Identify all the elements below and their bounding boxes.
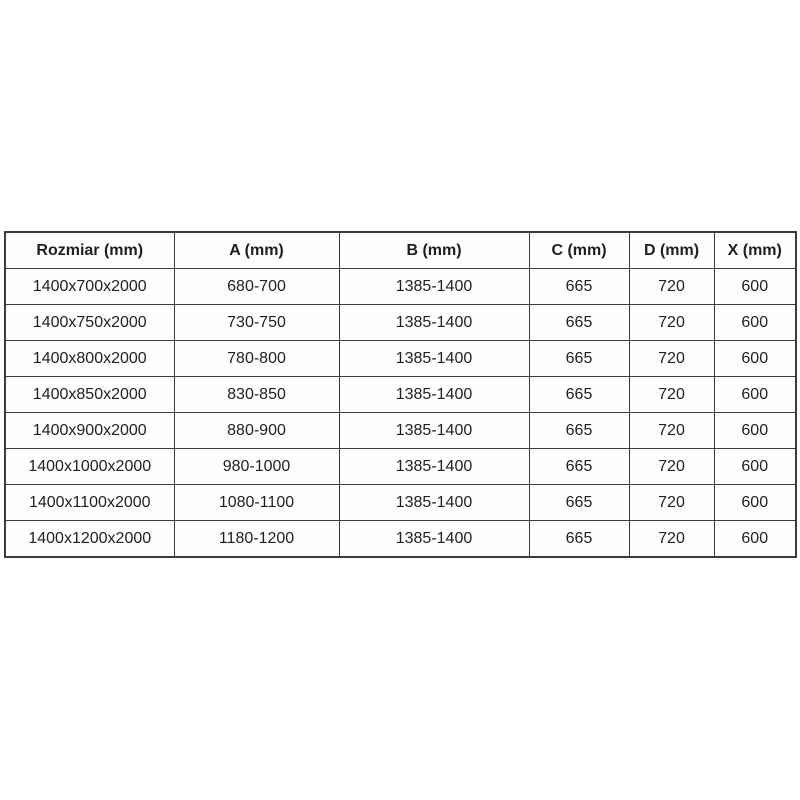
table-cell: 665 xyxy=(529,305,629,341)
table-cell: 880-900 xyxy=(174,413,339,449)
table-cell: 1400x1200x2000 xyxy=(5,521,174,558)
table-cell: 720 xyxy=(629,413,714,449)
table-cell: 720 xyxy=(629,485,714,521)
column-header-rozmiar: Rozmiar (mm) xyxy=(5,232,174,269)
table-cell: 665 xyxy=(529,449,629,485)
column-header-d: D (mm) xyxy=(629,232,714,269)
column-header-x: X (mm) xyxy=(714,232,796,269)
table-cell: 600 xyxy=(714,449,796,485)
table-cell: 600 xyxy=(714,269,796,305)
table-row xyxy=(5,413,796,449)
table-cell: 600 xyxy=(714,413,796,449)
column-header-c: C (mm) xyxy=(529,232,629,269)
table-cell: 720 xyxy=(629,341,714,377)
dimension-spec-table xyxy=(4,231,797,558)
table-cell: 665 xyxy=(529,413,629,449)
dimension-table-container xyxy=(4,231,795,558)
table-cell: 600 xyxy=(714,341,796,377)
table-row xyxy=(5,521,796,558)
table-cell: 665 xyxy=(529,521,629,558)
table-cell: 665 xyxy=(529,485,629,521)
table-cell: 600 xyxy=(714,485,796,521)
table-cell: 1400x900x2000 xyxy=(5,413,174,449)
table-row xyxy=(5,377,796,413)
table-cell: 720 xyxy=(629,305,714,341)
table-row xyxy=(5,449,796,485)
table-cell: 665 xyxy=(529,269,629,305)
table-cell: 720 xyxy=(629,377,714,413)
table-body xyxy=(5,269,796,558)
table-cell: 980-1000 xyxy=(174,449,339,485)
table-cell: 1400x750x2000 xyxy=(5,305,174,341)
table-cell: 1385-1400 xyxy=(339,521,529,558)
table-header-row xyxy=(5,232,796,269)
table-cell: 1400x1000x2000 xyxy=(5,449,174,485)
table-cell: 1400x1100x2000 xyxy=(5,485,174,521)
table-cell: 600 xyxy=(714,521,796,558)
table-cell: 830-850 xyxy=(174,377,339,413)
table-row xyxy=(5,269,796,305)
table-cell: 600 xyxy=(714,377,796,413)
table-cell: 720 xyxy=(629,269,714,305)
table-cell: 680-700 xyxy=(174,269,339,305)
table-cell: 600 xyxy=(714,305,796,341)
table-row xyxy=(5,485,796,521)
table-cell: 1400x850x2000 xyxy=(5,377,174,413)
table-cell: 665 xyxy=(529,341,629,377)
table-cell: 1385-1400 xyxy=(339,269,529,305)
column-header-b: B (mm) xyxy=(339,232,529,269)
table-cell: 1385-1400 xyxy=(339,341,529,377)
table-row xyxy=(5,305,796,341)
table-cell: 730-750 xyxy=(174,305,339,341)
table-cell: 1385-1400 xyxy=(339,413,529,449)
table-cell: 720 xyxy=(629,449,714,485)
table-cell: 1180-1200 xyxy=(174,521,339,558)
table-cell: 665 xyxy=(529,377,629,413)
table-cell: 1080-1100 xyxy=(174,485,339,521)
table-header xyxy=(5,232,796,269)
table-cell: 1400x700x2000 xyxy=(5,269,174,305)
table-cell: 720 xyxy=(629,521,714,558)
table-cell: 780-800 xyxy=(174,341,339,377)
table-cell: 1385-1400 xyxy=(339,449,529,485)
table-cell: 1385-1400 xyxy=(339,377,529,413)
table-cell: 1385-1400 xyxy=(339,305,529,341)
table-cell: 1400x800x2000 xyxy=(5,341,174,377)
table-cell: 1385-1400 xyxy=(339,485,529,521)
table-row xyxy=(5,341,796,377)
column-header-a: A (mm) xyxy=(174,232,339,269)
